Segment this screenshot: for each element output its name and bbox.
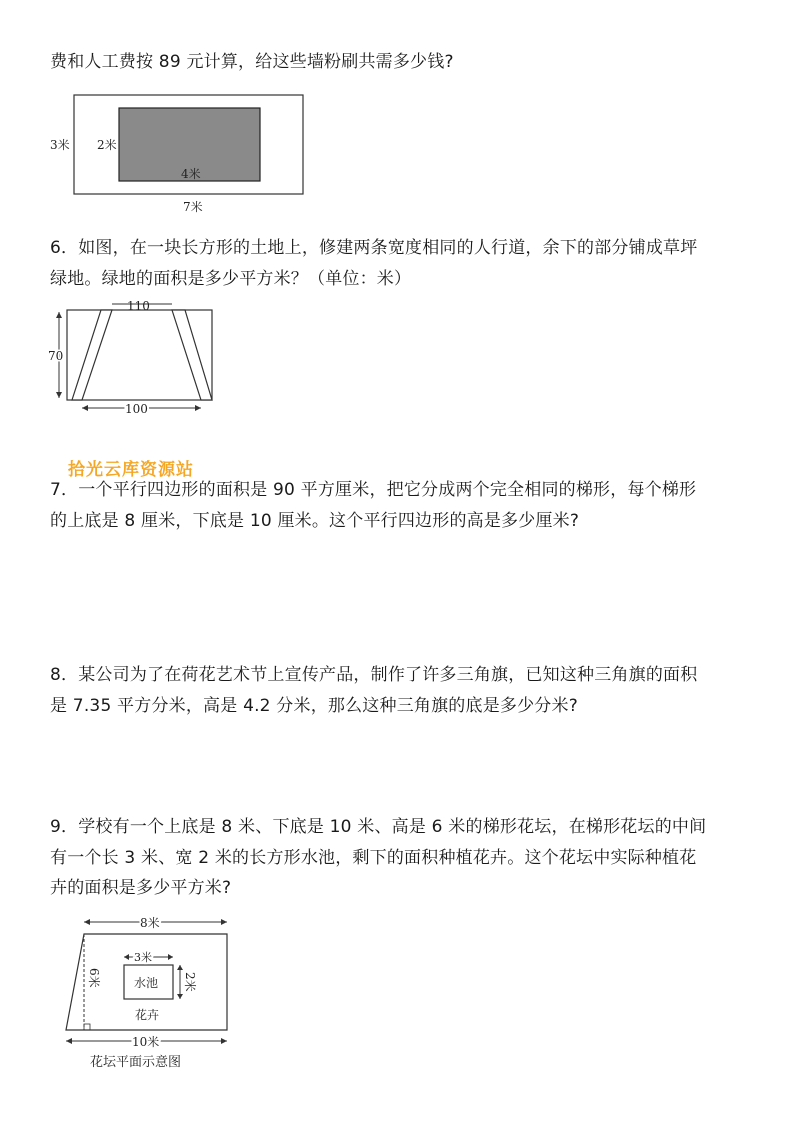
question-5-line-1: 费和人工费按 89 元计算，给这些墙粉刷共需多少钱? bbox=[50, 52, 454, 72]
question-8-line-1: 8．某公司为了在荷花艺术节上宣传产品，制作了许多三角旗，已知这种三角旗的面积 bbox=[50, 665, 698, 685]
label-height: 70 bbox=[48, 349, 64, 363]
dim-bottom-arrow-left bbox=[66, 1038, 72, 1044]
dim-bottom-arrow-right bbox=[221, 1038, 227, 1044]
label-outer-height: 3米 bbox=[50, 138, 70, 152]
label-inner-height: 2米 bbox=[97, 138, 117, 152]
dim-height-arrow-down bbox=[56, 392, 62, 398]
label-inner-width: 4米 bbox=[181, 167, 201, 181]
dim-top-arrow-left bbox=[84, 919, 90, 925]
question-9-line-2: 有一个长 3 米、宽 2 米的长方形水池，剩下的面积种植花卉。这个花坛中实际种植花 bbox=[50, 848, 697, 868]
figure-wall-diagram bbox=[45, 90, 315, 220]
figure-walkway-diagram bbox=[45, 298, 225, 420]
dim-top-arrow-right bbox=[221, 919, 227, 925]
label-outer-width: 7米 bbox=[183, 200, 203, 214]
label-bottom: 10米 bbox=[132, 1035, 160, 1049]
dim-bottom-arrow-left bbox=[82, 405, 88, 411]
label-flower: 花卉 bbox=[135, 1008, 160, 1022]
label-pool-width: 2米 bbox=[183, 972, 197, 992]
label-top: 110 bbox=[127, 299, 150, 313]
dim-height-arrow-up bbox=[56, 312, 62, 318]
figure-flowerbed-diagram bbox=[60, 908, 250, 1078]
dim-bottom-arrow-right bbox=[195, 405, 201, 411]
watermark-text: 拾光云库资源站 bbox=[68, 460, 194, 480]
question-6-line-2: 绿地。绿地的面积是多少平方米？（单位：米） bbox=[50, 269, 412, 289]
question-7-line-1: 7．一个平行四边形的面积是 90 平方厘米，把它分成两个完全相同的梯形，每个梯形 bbox=[50, 480, 697, 500]
label-bottom: 100 bbox=[125, 402, 148, 416]
figure-caption: 花坛平面示意图 bbox=[90, 1055, 182, 1070]
label-height: 6米 bbox=[87, 968, 101, 988]
question-7-line-2: 的上底是 8 厘米，下底是 10 厘米。这个平行四边形的高是多少厘米? bbox=[50, 511, 580, 531]
question-6-line-1: 6．如图，在一块长方形的土地上，修建两条宽度相同的人行道，余下的部分铺成草坪 bbox=[50, 238, 698, 258]
label-pool-length: 3米 bbox=[134, 951, 152, 964]
label-top: 8米 bbox=[140, 916, 160, 930]
question-9-line-3: 卉的面积是多少平方米? bbox=[50, 878, 232, 898]
label-pool: 水池 bbox=[134, 976, 159, 990]
question-9-line-1: 9．学校有一个上底是 8 米、下底是 10 米、高是 6 米的梯形花坛，在梯形花坛的中间 bbox=[50, 817, 707, 837]
question-8-line-2: 是 7.35 平方分米，高是 4.2 分米，那么这种三角旗的底是多少分米? bbox=[50, 696, 578, 716]
